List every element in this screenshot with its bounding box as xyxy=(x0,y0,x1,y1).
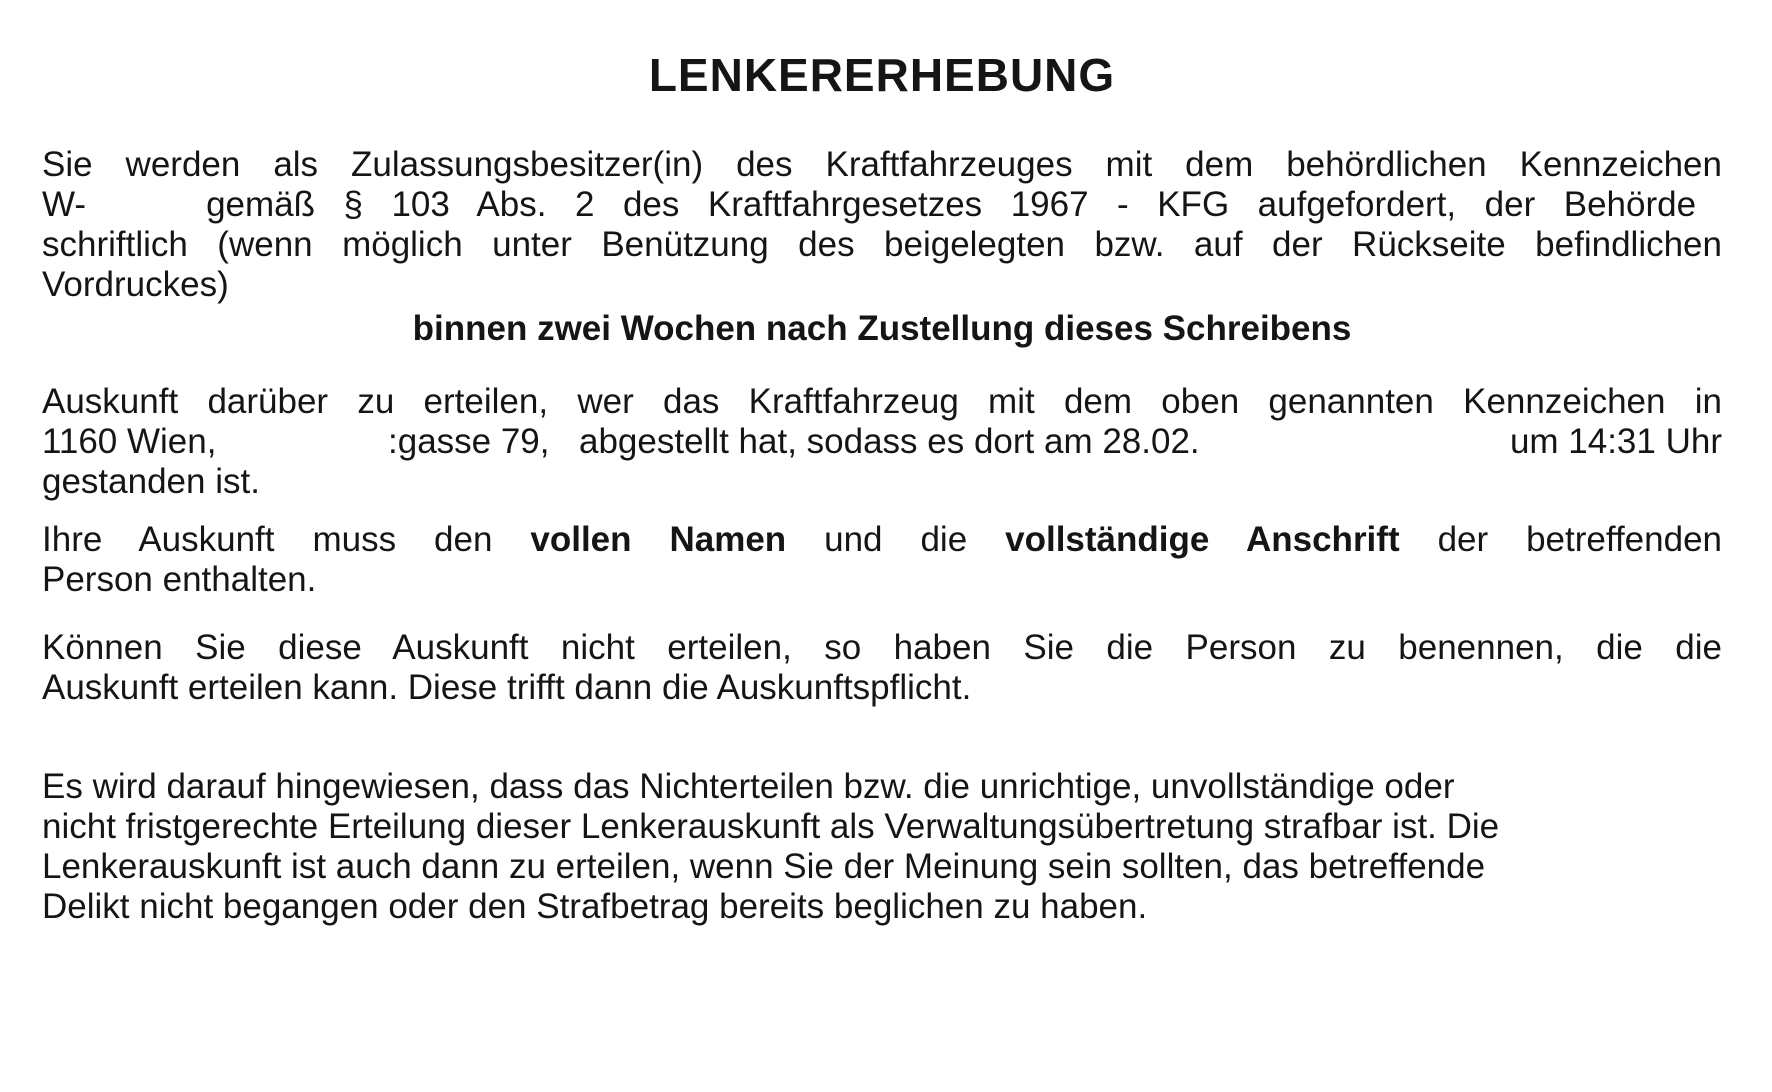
naming-line-2: Auskunft erteilen kann. Diese trifft dann die Auskunftspflicht. xyxy=(42,668,972,707)
warning-line-4: Delikt nicht begangen oder den Strafbetrag bereits beglichen zu haben. xyxy=(42,887,1148,926)
warning-line-1: Es wird darauf hingewiesen, dass das Nichterteilen bzw. die unrichtige, unvollständige oder xyxy=(42,767,1455,806)
request-line-4: Vordruckes) xyxy=(42,265,229,304)
paragraph-required-details xyxy=(42,520,1722,600)
full-name-emphasis: vollen Namen xyxy=(530,520,787,559)
required-details-line-1 xyxy=(42,520,1722,560)
location-street: :gasse 79, xyxy=(388,422,550,461)
location-city: 1160 Wien, xyxy=(42,422,217,461)
paragraph-information xyxy=(42,382,1722,502)
plate-prefix: W- xyxy=(42,185,87,224)
deadline-notice: binnen zwei Wochen nach Zustellung dieses Schreibens xyxy=(412,309,1352,348)
request-line-3: schriftlich (wenn möglich unter Benützung des beigelegten bzw. auf der Rückseite befindlichen xyxy=(42,225,1722,264)
full-address-emphasis: vollständige Anschrift xyxy=(1005,520,1400,559)
information-line-1: Auskunft darüber zu erteilen, wer das Kraftfahrzeug mit dem oben genannten Kennzeichen in xyxy=(42,382,1722,421)
required-text-a: Ihre Auskunft muss den xyxy=(42,520,493,559)
warning-line-3: Lenkerauskunft ist auch dann zu erteilen, wenn Sie der Meinung sein sollten, das betreffende xyxy=(42,847,1486,886)
information-line-3: gestanden ist. xyxy=(42,462,260,501)
naming-line-1: Können Sie diese Auskunft nicht erteilen, so haben Sie die Person zu benennen, die die xyxy=(42,628,1722,667)
parked-date-text: abgestellt hat, sodass es dort am 28.02. xyxy=(579,422,1200,461)
paragraph-request xyxy=(42,145,1722,305)
paragraph-naming-person xyxy=(42,628,1722,708)
required-text-c: und die xyxy=(824,520,968,559)
request-line-1: Sie werden als Zulassungsbesitzer(in) des Kraftfahrzeuges mit dem behördlichen Kennzeichen xyxy=(42,145,1722,184)
letter-page xyxy=(42,0,1722,1092)
information-line-2 xyxy=(42,422,1722,462)
warning-line-2: nicht fristgerechte Erteilung dieser Lenkerauskunft als Verwaltungsübertretung strafbar ist. Die xyxy=(42,807,1500,846)
parked-time-text: um 14:31 Uhr xyxy=(1509,422,1722,461)
document-title: LENKERERHEBUNG xyxy=(648,49,1116,101)
required-text-e: der betreffenden xyxy=(1437,520,1723,559)
required-details-line-2: Person enthalten. xyxy=(42,560,317,599)
paragraph-penalty-warning xyxy=(42,767,1662,927)
request-line-2-rest: gemäß § 103 Abs. 2 des Kraftfahrgesetzes 1967 - KFG aufgefordert, der Behörde xyxy=(206,185,1697,224)
request-line-2 xyxy=(42,185,1722,225)
